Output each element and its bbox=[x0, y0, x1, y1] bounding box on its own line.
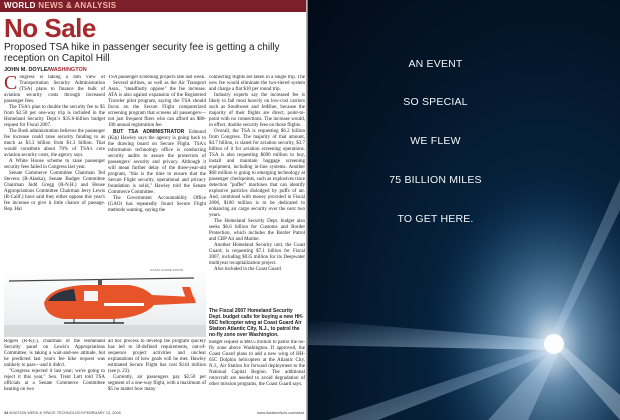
headline: No Sale bbox=[4, 13, 96, 43]
section-prefix: WORLD bbox=[4, 1, 39, 10]
article-column-4 bbox=[4, 339, 105, 409]
paragraph: The Homeland Security Dept. budget also seeks $6.6 billion for Customs and Border Protection, which includes the Border Patrol and CBP Air and Marine. bbox=[209, 219, 305, 242]
section-highlight: NEWS & ANALYSIS bbox=[38, 1, 117, 10]
helicopter-illustration bbox=[4, 273, 206, 337]
paragraph: The Government Accountability Office (GAO) has repeatedly found Secure Flight methods wanting, saying the bbox=[108, 196, 206, 213]
byline-author: JOHN M. DOYLE/ bbox=[4, 67, 49, 73]
ground bbox=[4, 325, 206, 337]
stripe bbox=[104, 303, 144, 306]
website-url: www.AviationNow.com/awst bbox=[257, 411, 304, 415]
advertisement-page bbox=[308, 0, 620, 420]
photo-credit: COAST GUARD PHOTO bbox=[150, 268, 184, 272]
paragraph: Rogers (R-Ky.), chairman of the Homeland Security panel on Lewis's Appropriations Committee, is taking a wait-and-see attitude, but he predicted last year's fee hike request was unlikely to pass—and it didn't. bbox=[4, 339, 105, 368]
paragraph: Currently, air passengers pay $2.50 per segment of a one-way flight, with a maximum of $5 no matter how many bbox=[108, 375, 206, 392]
paragraph: connecting flights are taken in a single trip. The new fee would eliminate the two-tiered system and charge a flat $10 per round trip. bbox=[209, 75, 305, 92]
page-number: 34 bbox=[4, 411, 9, 415]
rotor-mast bbox=[98, 279, 102, 285]
page-footer bbox=[4, 411, 304, 415]
paragraph: Also included in the Coast Guard bbox=[214, 267, 281, 272]
paragraph: TSA passenger screening projects late last week. bbox=[108, 75, 206, 80]
door bbox=[84, 291, 98, 301]
article-page bbox=[0, 0, 307, 420]
paragraph: Industry experts say the increased fee is likely to fall most heavily on low-cost carriers such as Southwest and JetBlue, because the majority of their flights are direct, point-to-point with no connections. The increase would, in effect, double security fees on those flights. bbox=[209, 93, 305, 128]
article-column-3 bbox=[209, 75, 305, 307]
dek: Proposed TSA hike in passenger security fee is getting a chilly reception on Capitol Hill bbox=[4, 42, 280, 64]
article-column-6 bbox=[209, 340, 305, 409]
ad-headline-line-5: TO GET HERE. bbox=[397, 213, 474, 225]
byline bbox=[4, 67, 87, 73]
ad-headline-line-3: WE FLEW bbox=[410, 135, 461, 147]
article-column-5 bbox=[108, 339, 206, 409]
paragraph: "Congress rejected it last year; we're going to reject it this year," Sen. Trent Lott told TSA officials at a Senate Commerce Committee hearing on two bbox=[4, 369, 105, 392]
section-bar bbox=[0, 0, 307, 12]
paragraph: budget request is $60.5 million to patrol the no-fly zone above Washington. If approved, the Coast Guard plans to add a new wing of HH-65C Dolphin helicopters at the Atlantic City, N.J., Air Station for forward deployment to the National Capital Region. The additional rotorcraft are needed to avoid degradation of other mission programs, the Coast Guard says. bbox=[209, 340, 305, 387]
paragraph: The TSA's plan to double the security fee to $5 from $2.50 per one-way trip is included in the Homeland Security Dept.'s $35.6-billion budget request for Fiscal 2007. bbox=[4, 105, 105, 128]
paragraph: ad hoc process to develop the program quickly has led to ill-defined requirements, out-of-sequence project activities and unclear explanations of how goals will be met. Hawley estimated Secure Flight has cost $144 million (see p. 23). bbox=[108, 339, 206, 374]
byline-location: WASHINGTON bbox=[48, 67, 87, 73]
paragraph: Edmund (Kip) Hawley says the agency is going back to the drawing board on Secure Flight. TSA's information technology office is conducting security audits to assure the protection of passengers' security and privacy. Although it will mean further delay of the three-year-old program, "this is the time to ensure that the Secure Flight security, operational and privacy foundation is solid," Hawley told the Senate Commerce Committee. bbox=[108, 130, 206, 195]
publication-line: AVIATION WEEK & SPACE TECHNOLOGY/FEBRUARY 13, 2006 bbox=[9, 411, 121, 415]
paragraph: Overall, the TSA is requesting $6.2 billion from Congress. The majority of that amount, $4.7 billion, is slated for aviation security, $3.7 billion of it for aviation screening operations. TSA is also requesting $690 million to buy, install and maintain baggage screening equipment, including in-line systems. Another $60 million is going to emerging technology at passenger checkpoints, such as explosives trace detection "puffer" machines that can identify explosive particles dislodged by puffs of air. And, combined with money provided in Fiscal 2006, $100 million is to be dedicated to enhancing air cargo security over the next two years. bbox=[209, 129, 305, 218]
paragraph: A White House scheme to raise passenger security fees failed in Congress last year. bbox=[4, 159, 105, 170]
paragraph: ongress is taking a dim view of Transportation Security Administration (TSA) plans to finance the bulk of aviation security costs through increased passenger fees. bbox=[4, 75, 105, 104]
paragraph: Several airlines, as well as the Air Transport Assn., "steadfastly oppose" the fee increase. ATA is also against expansion of the Registered Traveler pilot program, saying the TSA should focus on the Secure Flight computerized screening program that screens all passengers—not just frequent fliers who can afford an $80-100 annual registration fee. bbox=[108, 81, 206, 128]
article-column-1 bbox=[4, 75, 105, 271]
ad-headline-line-1: AN EVENT bbox=[408, 58, 463, 70]
star-core bbox=[544, 334, 564, 354]
ad-headline-line-2: SO SPECIAL bbox=[403, 96, 468, 108]
ad-headline-line-4: 75 BILLION MILES bbox=[389, 174, 482, 186]
paragraph: Another Homeland Security unit, the Coast Guard, is requesting $7.1 billion for Fiscal 2007, including $935 million for its Deepwater multiyear recapitalization project. bbox=[209, 243, 305, 266]
subhead: BUT TSA ADMINISTRATOR bbox=[113, 129, 185, 135]
photo-caption: The Fiscal 2007 Homeland Security Dept. budget calls for buying a new HH-65C helicopter wing at Coast Guard Air Station Atlantic City, N.J., to patrol the no-fly zone over Washington. bbox=[209, 308, 304, 338]
section-label bbox=[4, 1, 116, 10]
drop-cap: C bbox=[4, 75, 18, 94]
paragraph: Senate Commerce Committee Chairman Ted Stevens (R-Alaska), Senate Budget Committee Chairman Judd Gregg (R-N.H.) and House Appropriations Committee Chairman Jerry Lewis (R-Calif.) have said they either oppose this year's fee increase or give it little chance of passage. Rep. Hal bbox=[4, 171, 105, 212]
paragraph: The Bush administration believes the passenger fee increase could raise security funding to as much as $3.3 billion from $1.3 billion. That would constitute about 70% of TSA's core aviation security costs, the agency says. bbox=[4, 129, 105, 158]
helicopter-photo bbox=[4, 273, 206, 337]
